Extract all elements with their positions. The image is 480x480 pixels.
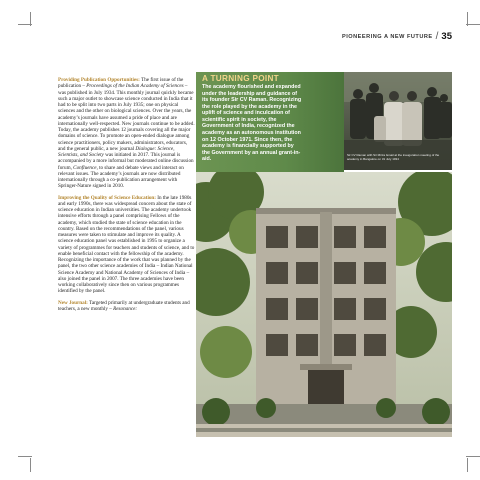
journal-title: Dialogue: Science, Scientists, and Society: [58, 145, 175, 158]
turning-point-body: The academy flourished and expanded under the leadership and guidance of its founder Sir CV Raman. Recognizing the role played by the academy in the uplift of science and inculcation of scientific spirit in society, the Government of India, recognized the academy as an autonomous institution on 12 October 1971. Since then, the academy is financially supported by the Government by an annual grant-in-aid.: [202, 84, 302, 163]
turning-point-heading: A TURNING POINT: [202, 74, 279, 83]
crop-mark: [467, 458, 468, 472]
body-text: – was published in July 1934. This monthly journal quickly became such a major outlet to showcase science conducted in India that it had to be split into two parts in July 1935; one on physical sciences and the other on biological sciences. Over the years, the academy’s journals have assumed a pride of place and are internationally well-respected. New journals continue to be added. Today, the academy publishes 12 journals covering all the major domains of science. To promote an open-ended dialogue among science practitioners, policy makers, administrators, educators, and the general public, a new journal: [58, 83, 195, 152]
body-text: , to share and debate views and interact on relevant issues. The academy’s journals are now distributed internationally through a co-publication arrangement with Springer-Nature signed in 2010.: [58, 164, 184, 190]
subhead-publication: Providing Publication Opportunities:: [58, 77, 140, 83]
crop-mark: [466, 456, 480, 457]
running-head-separator: /: [435, 31, 439, 42]
crop-mark: [30, 12, 31, 26]
building-photo-image: [196, 172, 452, 437]
paragraph-education: [58, 195, 195, 295]
crop-mark: [467, 12, 468, 26]
paragraph-publication: [58, 77, 195, 190]
journal-title: Proceedings of the Indian Academy of Sciences: [86, 83, 184, 90]
crop-mark: [18, 456, 32, 457]
crop-mark: [466, 24, 480, 25]
body-text: Targeted primarily at undergraduate students and teachers, a new monthly –: [58, 299, 190, 312]
body-text: In the late 1980s and early 1990s, there was widespread concern about the state of science education in Indian universities. The academy undertook intensive efforts through a panel comprising Fellows of the academy, which studied the state of science education in the country. Based on the recommendations of the panel, various measures were taken to stimulate and improve its quality. A science education panel was established in 1995 to organize a variety of programmes for teachers and students of science, and to enable beneficial contact with the fellowship of the academy. Recognizing the importance of the work that was planned by the panel, the two other science academies of India – Indian National Science Academy and National Academy of Sciences of India – also joined the panel in 2007. The three academies have been working collaboratively since then on various programmes identified by the panel.: [58, 194, 195, 295]
subhead-new-journal: New Journal:: [58, 299, 88, 306]
subhead-education: Improving the Quality of Science Education:: [58, 194, 157, 201]
body-text: The first issue of the publication –: [58, 77, 184, 90]
page-number: 35: [441, 31, 452, 42]
photo-caption: Sir CV Raman with Sir Mirza Ismail at the inauguration meeting of the academy in Bangalore on 31 July 1934: [347, 153, 440, 161]
body-text: was initiated in 2017. This journal is accompanied by a more informal but moderated online discussion forum,: [58, 152, 194, 171]
crop-mark: [30, 458, 31, 472]
running-head: [342, 31, 452, 42]
journal-title: Resonance:: [113, 305, 138, 312]
forum-title: Confluence: [73, 164, 97, 171]
building-photo: [196, 172, 452, 437]
article-column: [58, 77, 195, 317]
paragraph-new-journal: [58, 300, 195, 313]
turning-point-panel: [196, 72, 344, 172]
running-head-title: PIONEERING A NEW FUTURE: [341, 33, 433, 40]
